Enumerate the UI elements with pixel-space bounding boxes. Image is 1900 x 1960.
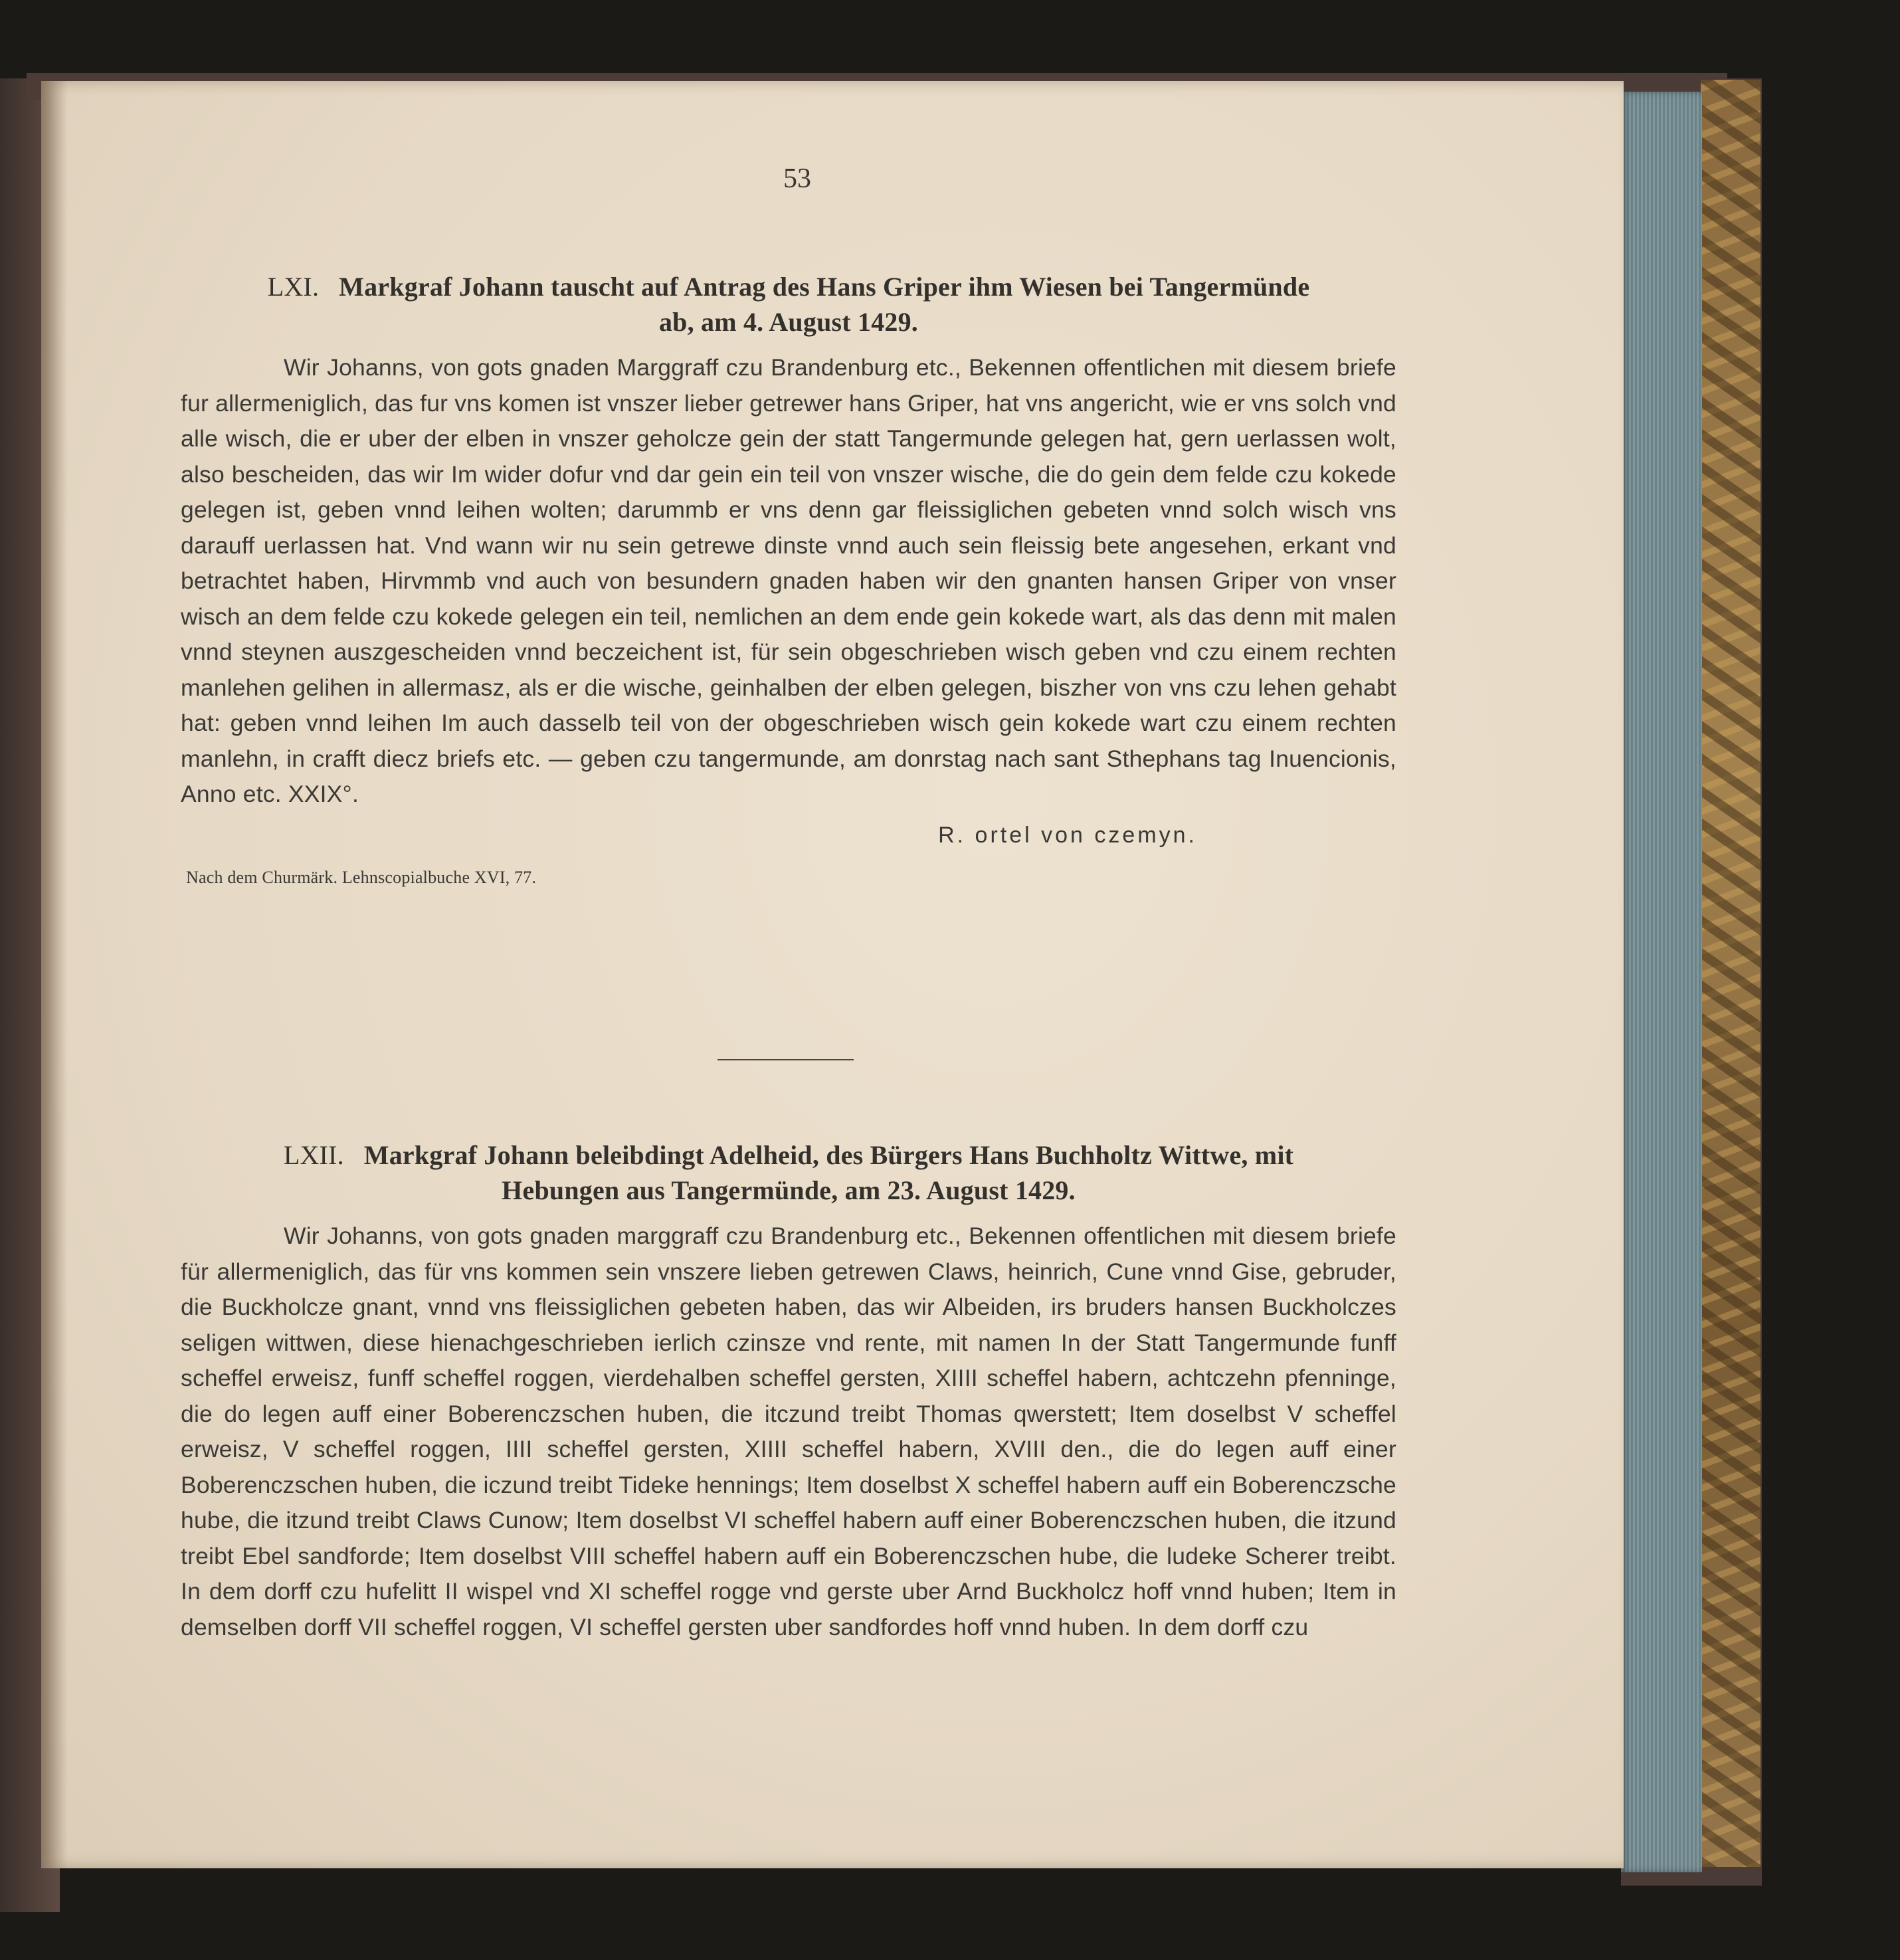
document-lxii xyxy=(181,1137,1396,1645)
document-body: Wir Johanns, von gots gnaden marggraff czu Brandenburg etc., Bekennen offentlichen mit diesem briefe für allermeniglich, das für vns kommen sein vnszere lieben getrewen Claws, heinrich, Cune vnnd Gise, gebruder, die Buckholcze gnant, vnnd vns fleissiglichen gebeten haben, das wir Albeiden, irs bruders hansen Buckholczes seligen wittwen, diese hienachgeschrieben ierlich czinsze vnd rente, mit namen In der Statt Tangermunde funff scheffel erweisz, funff scheffel roggen, vierdehalben scheffel gersten, XIIII scheffel habern, achtczehn pfenninge, die do legen auff einer Boberenczschen huben, die itczund treibt Thomas qwerstett; Item doselbst V scheffel erweisz, V scheffel roggen, IIII scheffel gersten, XIIII scheffel habern, XVIII den., die do legen auff einer Boberenczschen huben, die iczund treibt Tideke hennings; Item doselbst X scheffel habern auff ein Boberenczsche hube, die itzund treibt Claws Cunow; Item doselbst VI scheffel habern auff einer Boberenczschen huben, die itzund treibt Ebel sandforde; Item doselbst VIII scheffel habern auff ein Boberenczschen hube, die ludeke Scherer treibt. In dem dorff czu hufelitt II wispel vnd XI scheffel rogge vnd gerste uber Arnd Buckholcz hoff vnnd huben; Item in demselben dorff VII scheffel roggen, VI scheffel gersten uber sandfordes hoff vnnd huben. In dem dorff czu xyxy=(181,1223,1396,1640)
page-block-edge xyxy=(1621,92,1702,1872)
document-number: LXI. xyxy=(267,272,320,302)
document-number: LXII. xyxy=(283,1140,344,1170)
document-heading xyxy=(181,1137,1396,1208)
page-number: 53 xyxy=(783,163,811,194)
document-title-line2: Hebungen aus Tangermünde, am 23. August 1429. xyxy=(502,1175,1076,1205)
document-lxi xyxy=(181,269,1396,896)
document-title-line1: Markgraf Johann tauscht auf Antrag des Hans Griper ihm Wiesen bei Tangermünde xyxy=(339,272,1310,302)
section-divider xyxy=(717,1059,854,1060)
source-note: Nach dem Churmärk. Lehnscopialbuche XVI, 77. xyxy=(186,868,537,887)
document-signature: R. ortel von czemyn. xyxy=(938,822,1197,848)
document-body: Wir Johanns, von gots gnaden Marggraff czu Brandenburg etc., Bekennen offentlichen mit diesem briefe fur allermeniglich, das fur vns komen ist vnszer lieber getrewer hans Griper, hat vns angericht, wie er vns solch vnd alle wisch, die er uber der elben in vnszer geholcze gein der statt Tangermunde gelegen hat, gern uerlassen wolt, also bescheiden, das wir Im wider dofur vnd dar gein ein teil von vnszer wische, die do gein dem felde czu kokede gelegen ist, geben vnnd leihen wolten; darummb er vns denn gar fleissiglichen gebeten vnnd solch wisch vns darauff uerlassen hat. Vnd wann wir nu sein getrewe dinste vnnd auch sein fleissig bete angesehen, erkant vnd betrachtet haben, Hirvmmb vnd auch von besundern gnaden haben wir den gnanten hansen Griper von vnser wisch an dem felde czu kokede gelegen ein teil, nemlichen an dem ende gein kokede wart, als das denn mit malen vnnd steynen auszgescheiden vnnd beczeichent ist, für sein obgeschrieben wisch geben vnd czu einem rechten manlehen gelihen in allermasz, als er die wische, geinhalben der elben gelegen, biszher von vns czu lehen gehabt hat: geben vnnd leihen Im auch dasselb teil von der obgeschrieben wisch gein kokede wart czu einem rechten manlehn, in crafft diecz briefs etc. — geben czu tangermunde, am donrstag nach sant Sthephans tag Inuencionis, Anno etc. XXIX°. xyxy=(181,354,1396,807)
document-heading xyxy=(181,269,1396,340)
marbled-endpaper xyxy=(1701,80,1760,1867)
document-title-line2: ab, am 4. August 1429. xyxy=(658,307,919,337)
document-title-line1: Markgraf Johann beleibdingt Adelheid, des Bürgers Hans Buchholtz Wittwe, mit xyxy=(363,1140,1294,1170)
spine-shadow xyxy=(41,81,68,1868)
